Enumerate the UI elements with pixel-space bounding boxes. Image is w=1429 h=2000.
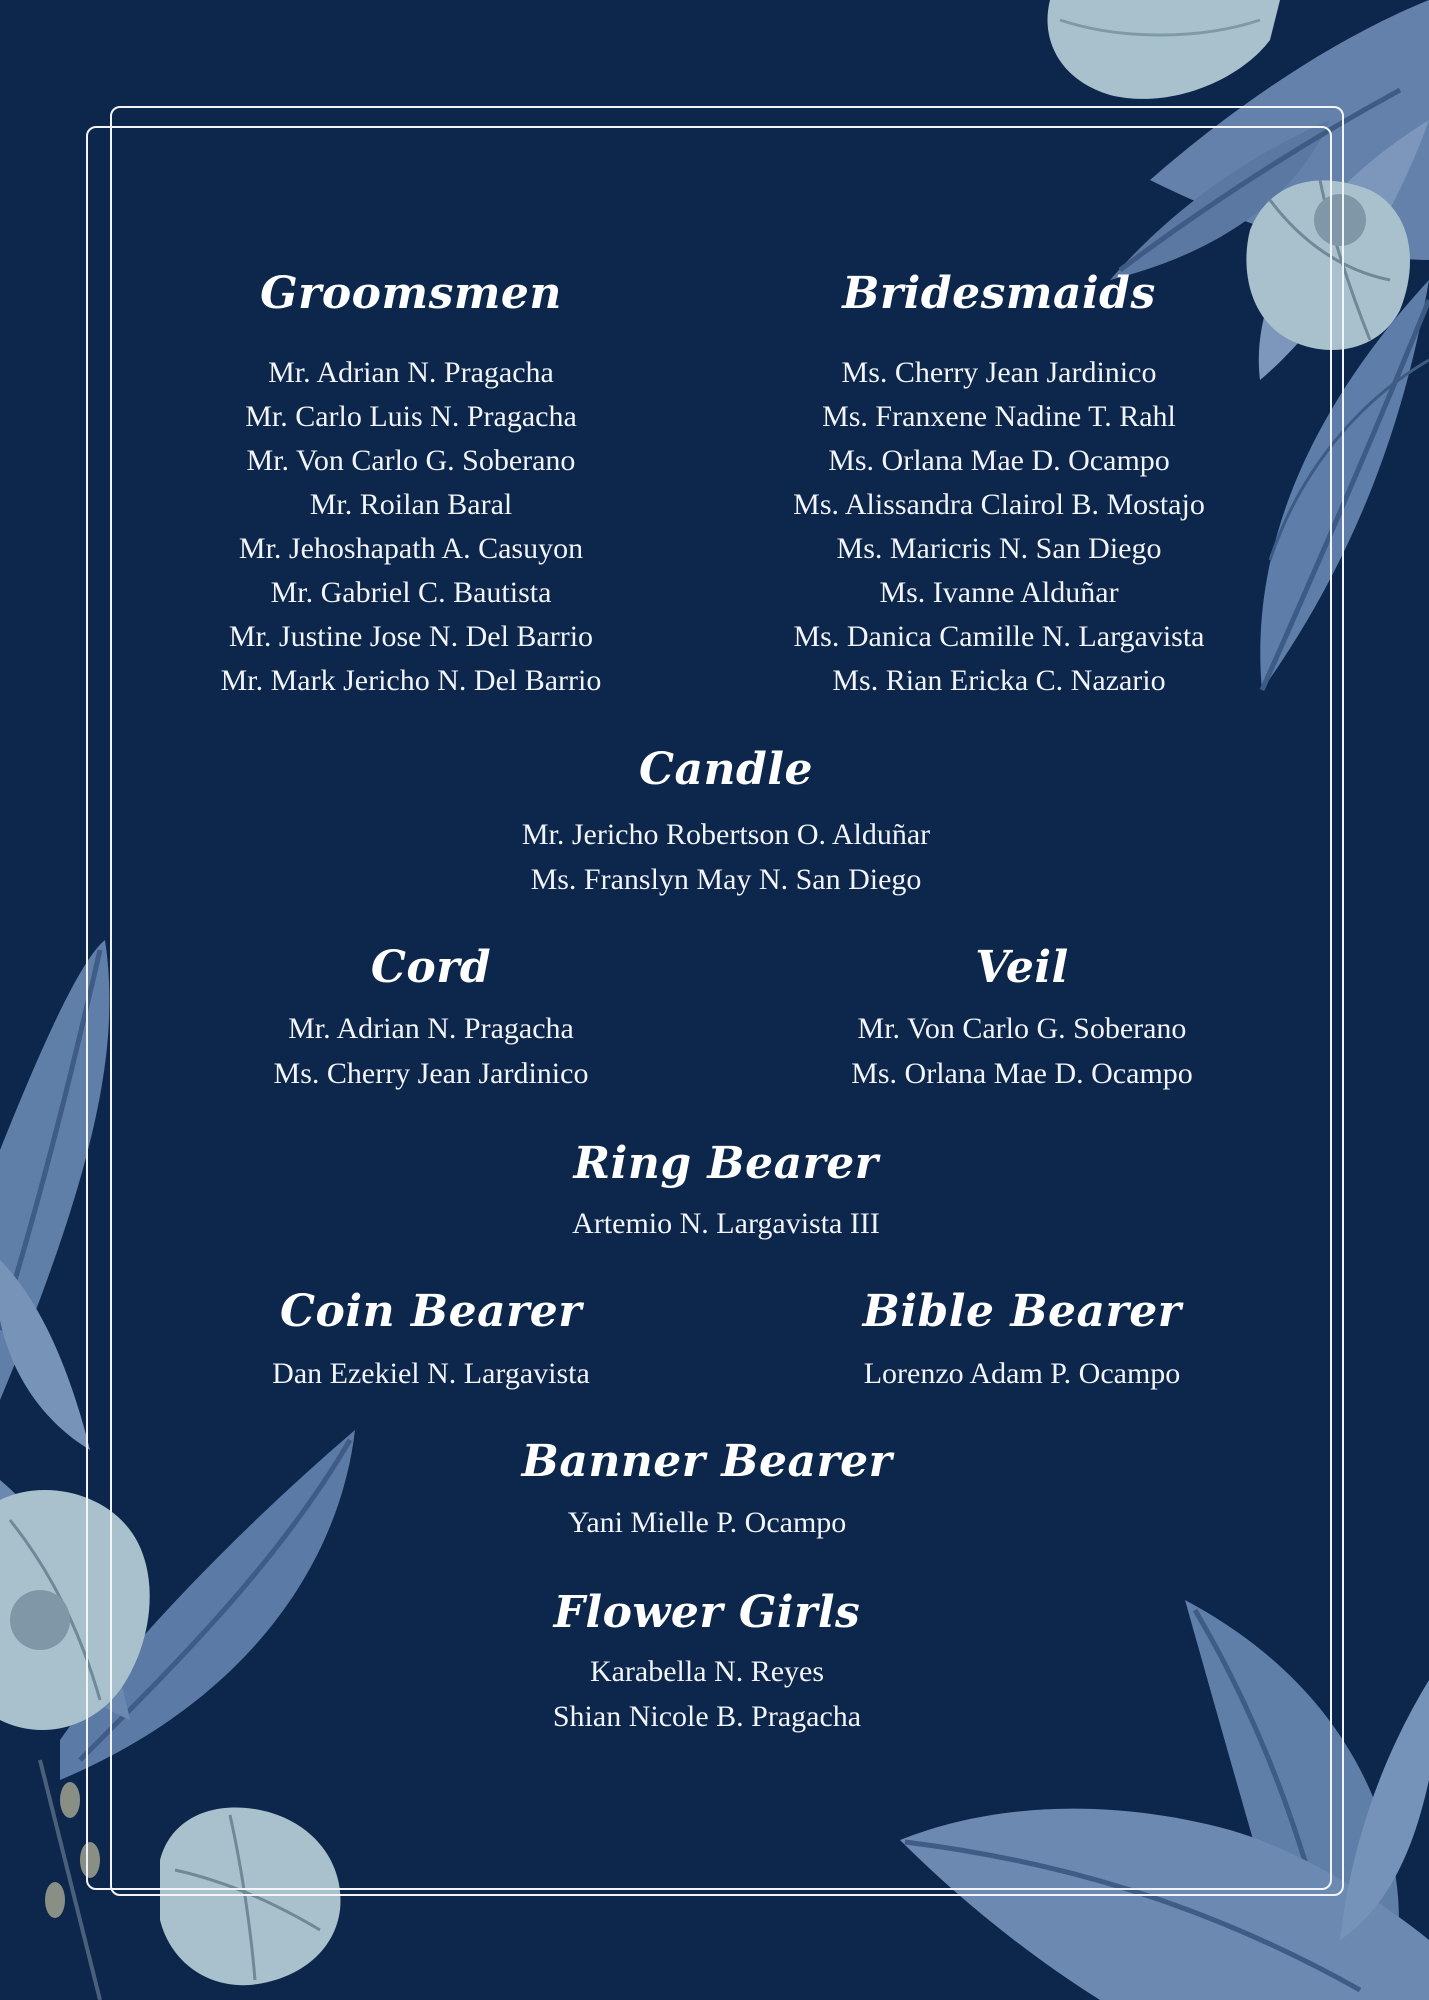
candle-list <box>406 812 1046 902</box>
ring-bearer-list <box>406 1201 1046 1246</box>
list-item: Yani Mielle P. Ocampo <box>567 1506 847 1539</box>
list-item: Ms. Cherry Jean Jardinico <box>273 1057 589 1090</box>
list-item: Mr. Carlo Luis N. Pragacha <box>245 400 577 433</box>
list-item: Mr. Mark Jericho N. Del Barrio <box>220 664 602 697</box>
cord-list <box>111 1006 751 1096</box>
banner-bearer-list <box>387 1500 1027 1545</box>
cord-heading: Cord <box>370 942 492 993</box>
flower-girls-list <box>387 1649 1027 1739</box>
bridesmaids-heading: Bridesmaids <box>842 268 1156 319</box>
list-item: Mr. Adrian N. Pragacha <box>268 356 554 389</box>
list-item: Mr. Roilan Baral <box>309 488 513 521</box>
list-item: Karabella N. Reyes <box>589 1655 825 1688</box>
list-item: Ms. Franslyn May N. San Diego <box>530 863 922 896</box>
list-item: Ms. Maricris N. San Diego <box>836 532 1162 565</box>
list-item: Ms. Ivanne Alduñar <box>879 576 1119 609</box>
list-item: Shian Nicole B. Pragacha <box>552 1700 862 1733</box>
coin-bearer-list <box>111 1351 751 1396</box>
list-item: Mr. Jericho Robertson O. Alduñar <box>521 818 931 851</box>
list-item: Mr. Jehoshapath A. Casuyon <box>238 532 584 565</box>
veil-heading: Veil <box>975 942 1069 993</box>
list-item: Artemio N. Largavista III <box>572 1207 880 1240</box>
banner-bearer-heading: Banner Bearer <box>521 1436 893 1487</box>
candle-heading: Candle <box>639 744 813 795</box>
bible-bearer-list <box>702 1351 1342 1396</box>
bridesmaids-list <box>679 351 1319 703</box>
coin-bearer-heading: Coin Bearer <box>280 1286 582 1337</box>
list-item: Ms. Alissandra Clairol B. Mostajo <box>793 488 1205 521</box>
list-item: Lorenzo Adam P. Ocampo <box>863 1357 1181 1390</box>
list-item: Mr. Justine Jose N. Del Barrio <box>228 620 594 653</box>
groomsmen-heading: Groomsmen <box>260 268 562 319</box>
flower-girls-heading: Flower Girls <box>553 1587 861 1638</box>
groomsmen-list <box>91 351 731 703</box>
veil-list <box>702 1006 1342 1096</box>
ring-bearer-heading: Ring Bearer <box>573 1138 879 1189</box>
bible-bearer-heading: Bible Bearer <box>862 1286 1182 1337</box>
list-item: Dan Ezekiel N. Largavista <box>272 1357 590 1390</box>
list-item: Mr. Gabriel C. Bautista <box>270 576 552 609</box>
list-item: Mr. Adrian N. Pragacha <box>288 1012 574 1045</box>
list-item: Ms. Cherry Jean Jardinico <box>841 356 1157 389</box>
list-item: Ms. Orlana Mae D. Ocampo <box>851 1057 1193 1090</box>
list-item: Ms. Orlana Mae D. Ocampo <box>828 444 1170 477</box>
list-item: Mr. Von Carlo G. Soberano <box>246 444 576 477</box>
list-item: Ms. Rian Ericka C. Nazario <box>832 664 1166 697</box>
list-item: Ms. Danica Camille N. Largavista <box>793 620 1205 653</box>
list-item: Ms. Franxene Nadine T. Rahl <box>822 400 1176 433</box>
list-item: Mr. Von Carlo G. Soberano <box>857 1012 1187 1045</box>
